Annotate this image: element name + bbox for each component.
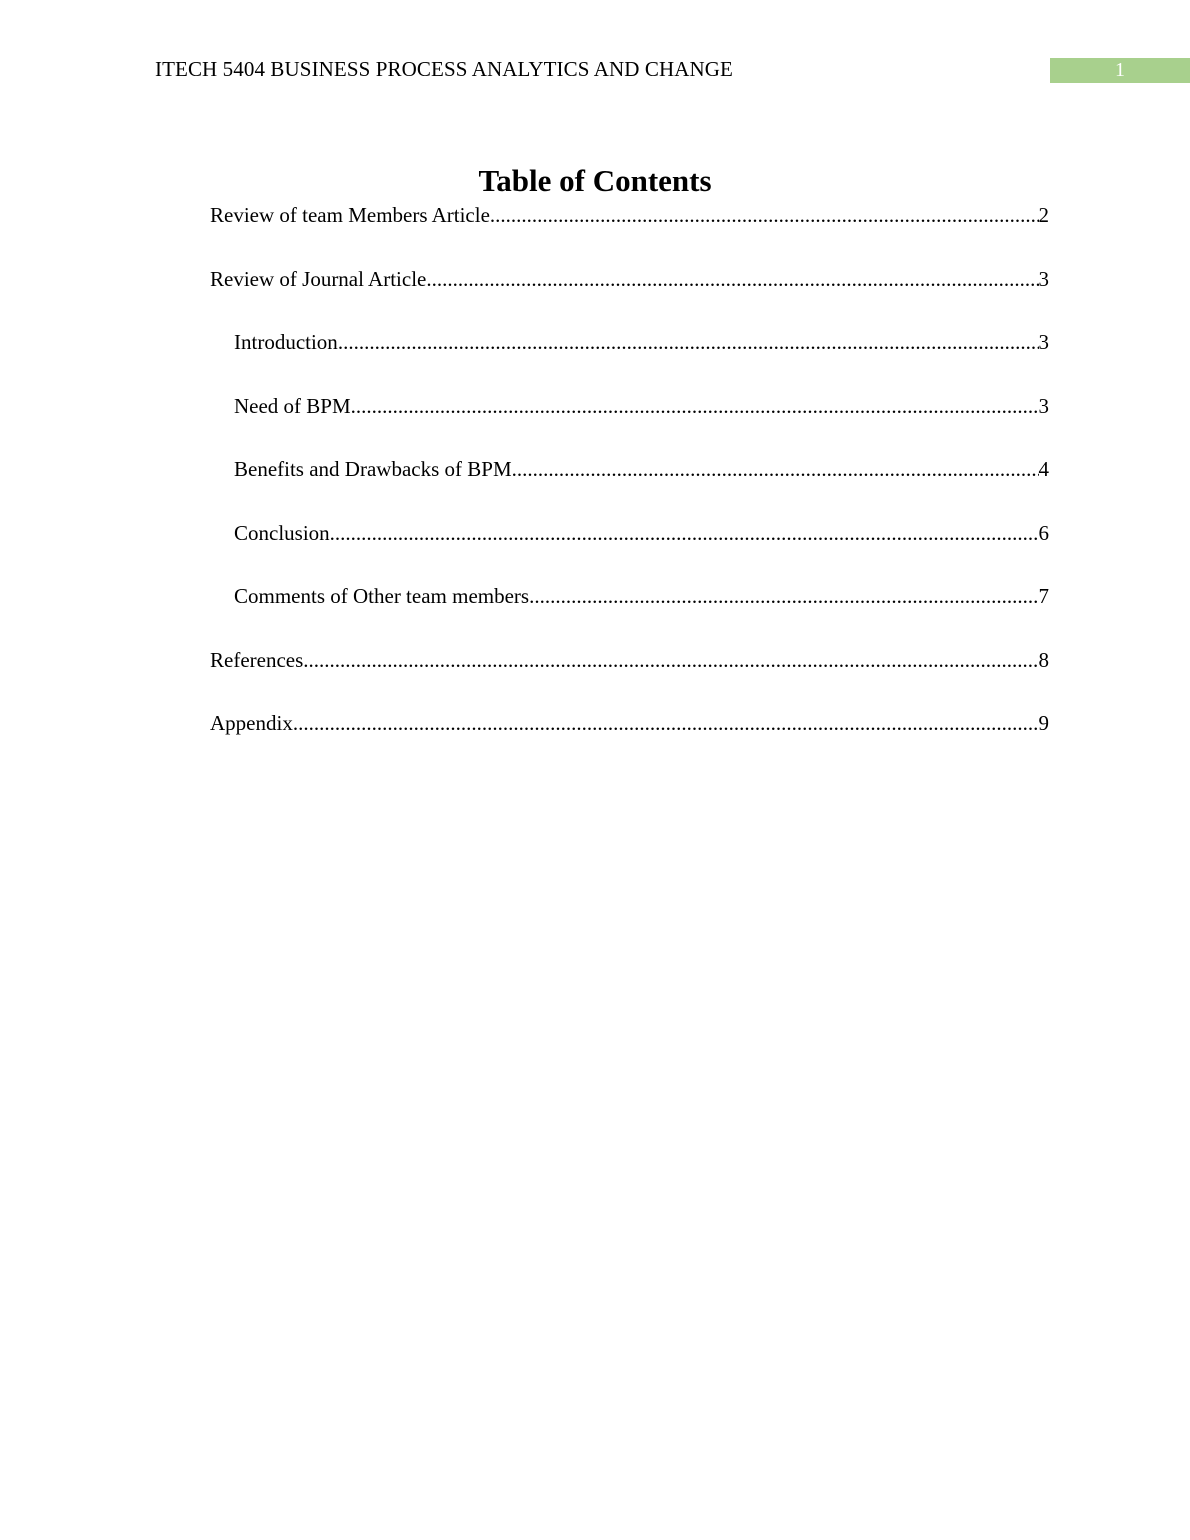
toc-entry-page: 3 <box>1038 393 1049 418</box>
toc-entry-page: 4 <box>1038 457 1049 481</box>
toc-entry-appendix[interactable] <box>210 708 1049 772</box>
toc-entry-conclusion[interactable] <box>210 518 1049 582</box>
toc-entry-label: Introduction <box>234 330 338 354</box>
toc-entry-review-team-members-article[interactable] <box>210 200 1049 264</box>
toc-entry-page: 7 <box>1038 584 1049 608</box>
toc-entry-introduction[interactable] <box>210 327 1049 391</box>
toc-dot-leader <box>303 645 1038 675</box>
toc-entry-comments-team-members[interactable] <box>210 581 1049 645</box>
toc-entry-benefits-drawbacks[interactable] <box>210 454 1049 518</box>
toc-entry-label: Review of Journal Article <box>210 266 427 291</box>
toc-entry-label: Conclusion <box>234 520 330 545</box>
table-of-contents <box>210 200 1049 772</box>
toc-entry-page: 3 <box>1038 266 1049 291</box>
toc-dot-leader <box>351 391 1039 421</box>
toc-dot-leader <box>330 518 1039 548</box>
toc-dot-leader <box>490 200 1039 230</box>
toc-entry-page: 9 <box>1038 711 1049 735</box>
toc-heading: Table of Contents <box>478 163 712 198</box>
toc-entry-page: 2 <box>1038 203 1049 227</box>
toc-dot-leader <box>512 454 1039 484</box>
toc-dot-leader <box>529 581 1038 611</box>
toc-entry-page: 8 <box>1038 647 1049 672</box>
toc-entry-label: Review of team Members Article <box>210 203 490 227</box>
toc-entry-need-of-bpm[interactable] <box>210 391 1049 455</box>
toc-entry-review-journal-article[interactable] <box>210 264 1049 328</box>
toc-entry-page: 6 <box>1038 520 1049 545</box>
toc-entry-label: Need of BPM <box>234 393 351 418</box>
page-number: 1 <box>1115 59 1125 81</box>
page-number-badge <box>1050 58 1190 83</box>
toc-entry-label: Comments of Other team members <box>234 584 530 608</box>
toc-entry-label: Appendix <box>210 711 293 735</box>
toc-dot-leader <box>338 327 1039 357</box>
toc-entry-label: Benefits and Drawbacks of BPM <box>234 457 512 481</box>
toc-entry-references[interactable] <box>210 645 1049 709</box>
document-header-title: ITECH 5404 BUSINESS PROCESS ANALYTICS AND CHANGE <box>155 57 733 81</box>
toc-dot-leader <box>293 708 1039 738</box>
toc-entry-label: References <box>210 647 304 672</box>
toc-entry-page: 3 <box>1038 330 1049 354</box>
toc-dot-leader <box>426 264 1038 294</box>
